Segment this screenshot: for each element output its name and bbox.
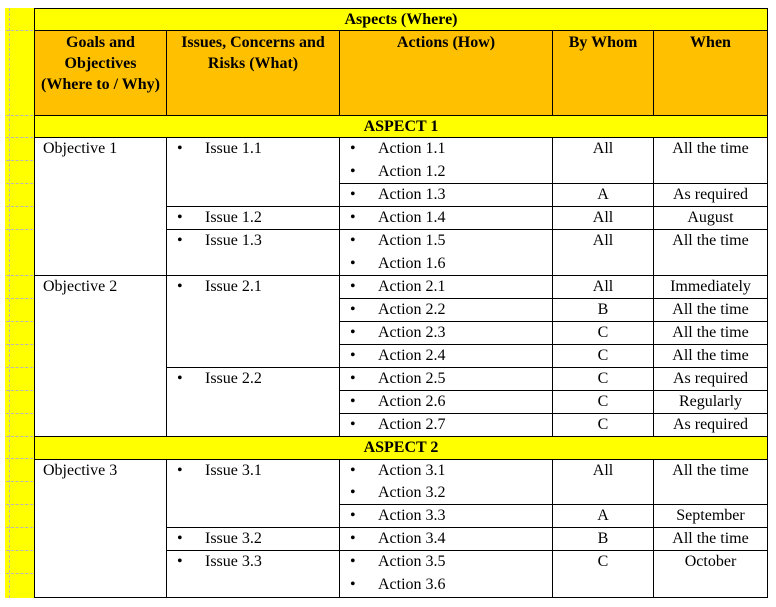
when-cell: All the time [654, 345, 767, 368]
margin-tick [6, 183, 33, 184]
by-whom-cell: C [553, 322, 654, 345]
table-title: Aspects (Where) [35, 9, 767, 31]
issue-cell [167, 230, 340, 276]
when-cell: All the time [654, 460, 767, 505]
action-cell [340, 505, 553, 528]
by-whom-cell: C [553, 345, 654, 368]
bullet: • [350, 553, 356, 570]
aspect-heading: ASPECT 1 [35, 116, 767, 138]
margin-tick [6, 481, 33, 482]
bullet: • [177, 370, 183, 387]
action-label: Action 2.7 [378, 416, 446, 433]
issue-label: Issue 1.1 [205, 140, 262, 157]
margin-tick [6, 30, 33, 31]
issue-cell [167, 276, 340, 368]
bullet: • [177, 140, 183, 157]
margin-tick [6, 206, 33, 207]
bullet: • [350, 416, 356, 433]
bullet: • [350, 278, 356, 295]
by-whom-cell: C [553, 414, 654, 437]
by-whom-cell: All [553, 207, 654, 230]
margin-tick [6, 458, 33, 459]
margin-tick [6, 367, 33, 368]
margin-guide [9, 8, 10, 598]
action-label: Action 3.6 [378, 576, 446, 593]
when-cell: As required [654, 414, 767, 437]
action-label: Action 2.4 [378, 347, 446, 364]
action-cell [340, 574, 553, 597]
action-cell [340, 184, 553, 207]
bullet: • [177, 232, 183, 249]
action-cell [340, 414, 553, 437]
issue-cell [167, 368, 340, 437]
action-cell [340, 460, 553, 482]
header-actions: Actions (How) [340, 31, 553, 116]
by-whom-cell: All [553, 460, 654, 505]
action-cell [340, 482, 553, 505]
margin-tick [6, 390, 33, 391]
bullet: • [350, 370, 356, 387]
action-cell [340, 138, 553, 161]
action-label: Action 1.3 [378, 186, 446, 203]
by-whom-cell: C [553, 391, 654, 414]
when-cell: As required [654, 184, 767, 207]
margin-tick [6, 229, 33, 230]
action-label: Action 2.3 [378, 324, 446, 341]
when-cell: All the time [654, 230, 767, 276]
document-page [5, 8, 768, 598]
bullet: • [350, 209, 356, 226]
bullet: • [177, 462, 183, 479]
bullet: • [350, 301, 356, 318]
action-cell [340, 345, 553, 368]
margin-tick [6, 275, 33, 276]
bullet: • [350, 393, 356, 410]
margin-tick [6, 160, 33, 161]
action-cell [340, 299, 553, 322]
bullet: • [350, 507, 356, 524]
margin-tick [6, 413, 33, 414]
bullet: • [350, 347, 356, 364]
action-label: Action 2.5 [378, 370, 446, 387]
bullet: • [350, 576, 356, 593]
header-when: When [654, 31, 767, 116]
bullet: • [177, 553, 183, 570]
bullet: • [350, 324, 356, 341]
when-cell: All the time [654, 138, 767, 184]
when-cell: September [654, 505, 767, 528]
action-label: Action 1.6 [378, 255, 446, 272]
header-by-whom: By Whom [553, 31, 654, 116]
action-cell [340, 253, 553, 276]
margin-tick [6, 436, 33, 437]
action-label: Action 3.4 [378, 530, 446, 547]
margin-tick [6, 504, 33, 505]
action-label: Action 3.5 [378, 553, 446, 570]
when-cell: August [654, 207, 767, 230]
by-whom-cell: C [553, 368, 654, 391]
bullet: • [350, 530, 356, 547]
action-label: Action 2.1 [378, 278, 446, 295]
action-cell [340, 276, 553, 299]
issue-label: Issue 3.3 [205, 553, 262, 570]
issue-label: Issue 1.2 [205, 209, 262, 226]
issue-label: Issue 3.2 [205, 530, 262, 547]
action-label: Action 3.1 [378, 462, 446, 479]
margin-tick [6, 550, 33, 551]
issue-label: Issue 1.3 [205, 232, 262, 249]
header-goals: Goals and Objectives (Where to / Why) [35, 31, 167, 116]
action-cell [340, 528, 553, 551]
margin-tick [6, 527, 33, 528]
bullet: • [350, 462, 356, 479]
issue-label: Issue 2.2 [205, 370, 262, 387]
when-cell: Immediately [654, 276, 767, 299]
issue-cell [167, 207, 340, 230]
action-label: Action 2.2 [378, 301, 446, 318]
margin-tick [6, 115, 33, 116]
action-cell [340, 161, 553, 184]
action-label: Action 1.2 [378, 163, 446, 180]
aspect-heading: ASPECT 2 [35, 437, 767, 460]
when-cell: All the time [654, 299, 767, 322]
bullet: • [350, 140, 356, 157]
by-whom-cell: B [553, 299, 654, 322]
action-label: Action 1.5 [378, 232, 446, 249]
action-cell [340, 230, 553, 253]
issue-cell [167, 551, 340, 597]
objective-cell: Objective 2 [35, 276, 167, 368]
objective-cell: Objective 3 [35, 460, 167, 597]
action-cell [340, 322, 553, 345]
action-cell [340, 368, 553, 391]
when-cell: As required [654, 368, 767, 391]
margin-tick [6, 298, 33, 299]
when-cell: October [684, 553, 737, 570]
action-cell [340, 207, 553, 230]
when-cell: Regularly [654, 391, 767, 414]
margin-tick [6, 137, 33, 138]
bullet: • [177, 209, 183, 226]
bullet: • [350, 484, 356, 501]
objective-cell: Objective 1 [35, 138, 167, 276]
by-whom-cell: A [553, 505, 654, 528]
bullet: • [177, 278, 183, 295]
objective-cell-continued [35, 368, 167, 437]
issue-cell [167, 138, 340, 207]
bullet: • [350, 186, 356, 203]
bullet: • [350, 255, 356, 272]
issue-cell [167, 460, 340, 528]
action-cell [340, 391, 553, 414]
action-label: Action 1.4 [378, 209, 446, 226]
bullet: • [350, 163, 356, 180]
action-label: Action 2.6 [378, 393, 446, 410]
bullet: • [350, 232, 356, 249]
by-whom-cell: All [553, 138, 654, 184]
when-cell: All the time [654, 528, 767, 551]
action-cell [340, 551, 553, 574]
by-whom-cell: B [553, 528, 654, 551]
by-whom-cell: C [553, 551, 654, 597]
action-label: Action 3.3 [378, 507, 446, 524]
action-label: Action 3.2 [378, 484, 446, 501]
margin-tick [6, 573, 33, 574]
by-whom-cell: A [553, 184, 654, 207]
issue-label: Issue 2.1 [205, 278, 262, 295]
bullet: • [177, 530, 183, 547]
issue-label: Issue 3.1 [205, 462, 262, 479]
margin-tick [6, 321, 33, 322]
header-issues: Issues, Concerns and Risks (What) [167, 31, 340, 116]
action-plan-table [34, 8, 768, 598]
issue-cell [167, 528, 340, 551]
when-cell: All the time [654, 322, 767, 345]
by-whom-cell: All [553, 230, 654, 276]
margin-tick [6, 344, 33, 345]
by-whom-cell: All [553, 276, 654, 299]
action-label: Action 1.1 [378, 140, 446, 157]
